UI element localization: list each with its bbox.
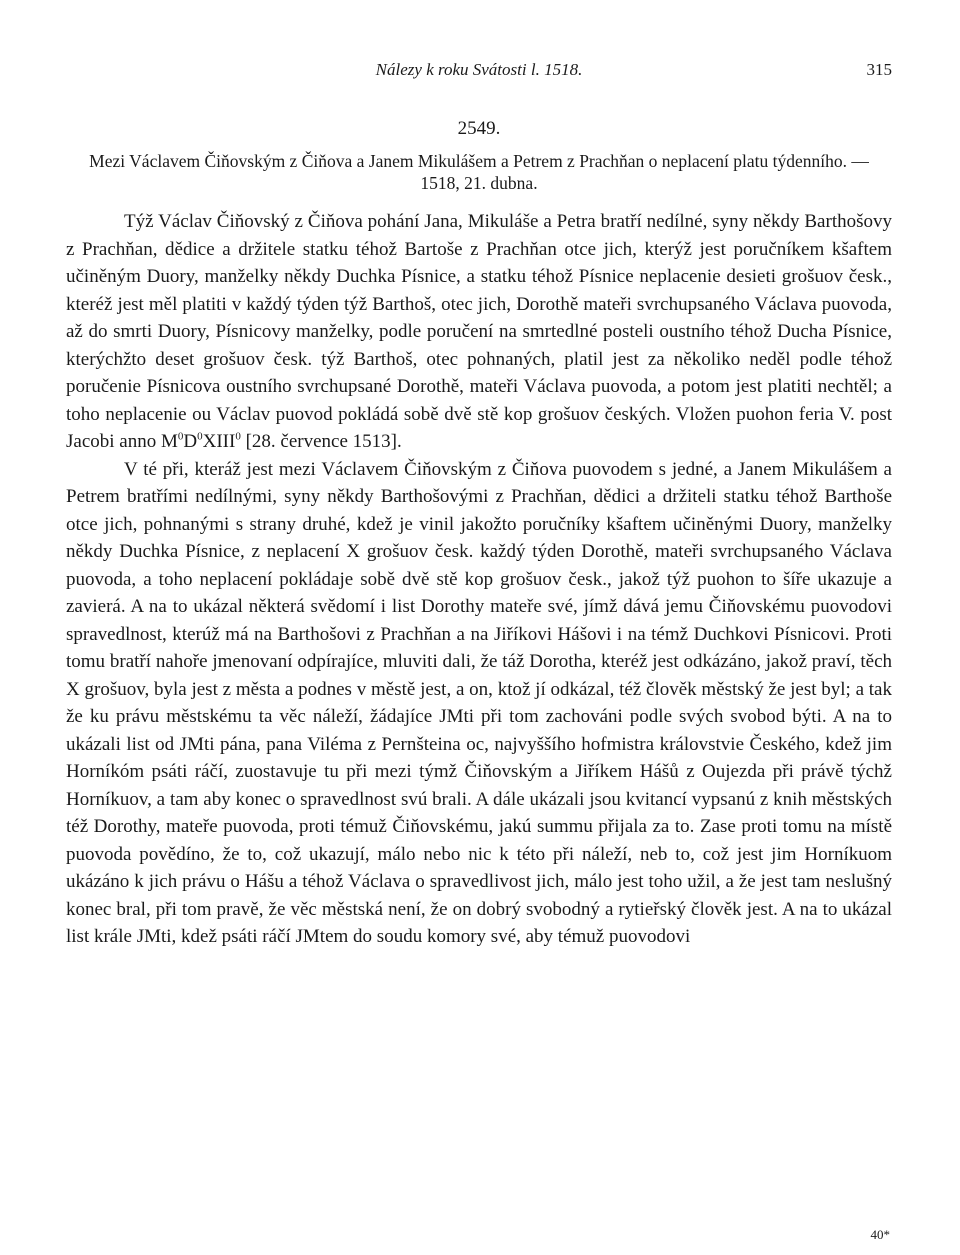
superscript-o: 0 [235, 430, 241, 443]
document-regest: Mezi Václavem Čiňovským z Čiňova a Janem Mikulášem a Petrem z Prachňan o neplacení platu týdenního. — 1518, 21. dubna. [89, 151, 869, 193]
paragraph-1-roman-d: D [183, 431, 198, 452]
superscript-o: 0 [177, 430, 184, 443]
paragraph-1-roman-xiii: XIII [202, 431, 236, 452]
running-head [66, 60, 892, 88]
paragraph-2: V té při, kteráž jest mezi Václavem Čiňovským z Čiňova puovodem s jedné, a Janem Mikulášem a Petrem bratřími nedílnými, syny někdy Barthošovými z Prachňan, dědici a držiteli statku téhož Barthoše otce jich, pohnanými s strany druhé, kdež je vinil jakožto poručníky kšaftem učiněnými Duory, manželky někdy Duchka Písnice, z neplacení X grošuov česk. každý týden Dorothě, mateři svrchupsaného Václava puovoda, a toho neplacení pokládaje sobě dvě stě kop grošuov česk., jakož týž puohon to šíře ukazuje a zavierá. A na to ukázal některá svědomí i list Dorothy mateře své, jímž dává jemu Čiňovskému puovodovi spravedlnost, kterúž má na Barthošovi z Prachňan a na Jiříkovi Hášovi i na témž Duchkovi Písnicovi. Proti tomu bratří nahoře jmenovaní odpírajíce, mluviti dali, že táž Dorotha, kteréž jest odkázáno, jakož praví, těch X grošuov, byla jest z města a podnes v městě jest, a on, ktož jí odkázal, též člověk městský že jest byl; a tak že ku právu městskému ta věc náleží, žádajíce JMti při tom zachováni podle svých svobod býti. A na to ukázali list od JMti pána, pana Viléma z Pernšteina oc, najvyššího hofmistra královstvie Českého, kdež jim Horníkóm psáti ráčí, zuostavuje tu při mezi týmž Čiňovským a Jiříkem Hášů z Oujezda při právě týchž Horníkuov, a tam aby konec o spravedlnost svú brali. A dále ukázali jsou kvitancí vypsanú z knih městských též Dorothy, mateře puovoda, proti témuž Čiňovskému, jakú summu přijala za to. Zase proti tomu na místě puovoda povědíno, že to, což ukazují, málo nebo nic k této při náleží, neb to, což jest jim Horníkuom ukázáno k jich právu o Hášu a téhož Václava o spravedlivost jich, málo jest toho užil, a že jest tam neslušný konec bral, při tom pravě, že věc městská není, že on dobrý svobodný a rytieřský člověk jest. A na to ukázal list krále JMti, kdež psáti ráčí JMtem do soudu komory své, aby témuž puovodovi [66, 458, 892, 947]
running-title: Nálezy k roku Svátosti l. 1518. [375, 60, 583, 79]
paragraph-1-text: Týž Václav Čiňovský z Čiňova pohání Jana, Mikuláše a Petra bratří nedílné, syny někdy Barthošovy z Prachňan, dědice a držitele statku téhož Bartoše z Prachňan otce jich, kterýž jest poručníkem kšaftem učiněným Duory, manželky někdy Duchka Písnice, a statku téhož Písnice neplacenie desieti grošuov česk., kteréž jest měl platiti v každý týden týž Barthoš, otec jich, Dorothě mateři svrchupsaného Václava puovoda, až do smrti Duory, Písnicovy manželky, podle poručení na smrtedlné posteli oustního téhož Ducha Písnice, kterýchžto deset grošuov česk. týž Barthoš, otec pohnaných, platil jest za několiko neděl podle téhož poručenie Písnicova oustního svrchupsané Dorothě, mateři Václava puovoda, a potom jest platiti nechtěl; a toho neplacenie ou Václav puovod pokládá sobě dvě stě kop grošuov českých. Vložen puohon feria V. post Jacobi anno M [66, 211, 892, 452]
page-number: 315 [866, 60, 892, 79]
superscript-o: 0 [197, 430, 203, 443]
paragraph-1-date: [28. července 1513]. [240, 431, 402, 452]
printer-signature-mark: 40* [870, 1227, 890, 1242]
body-text [66, 208, 892, 951]
page [66, 60, 892, 951]
document-number: 2549. [457, 118, 501, 139]
paragraph-1 [66, 208, 892, 456]
